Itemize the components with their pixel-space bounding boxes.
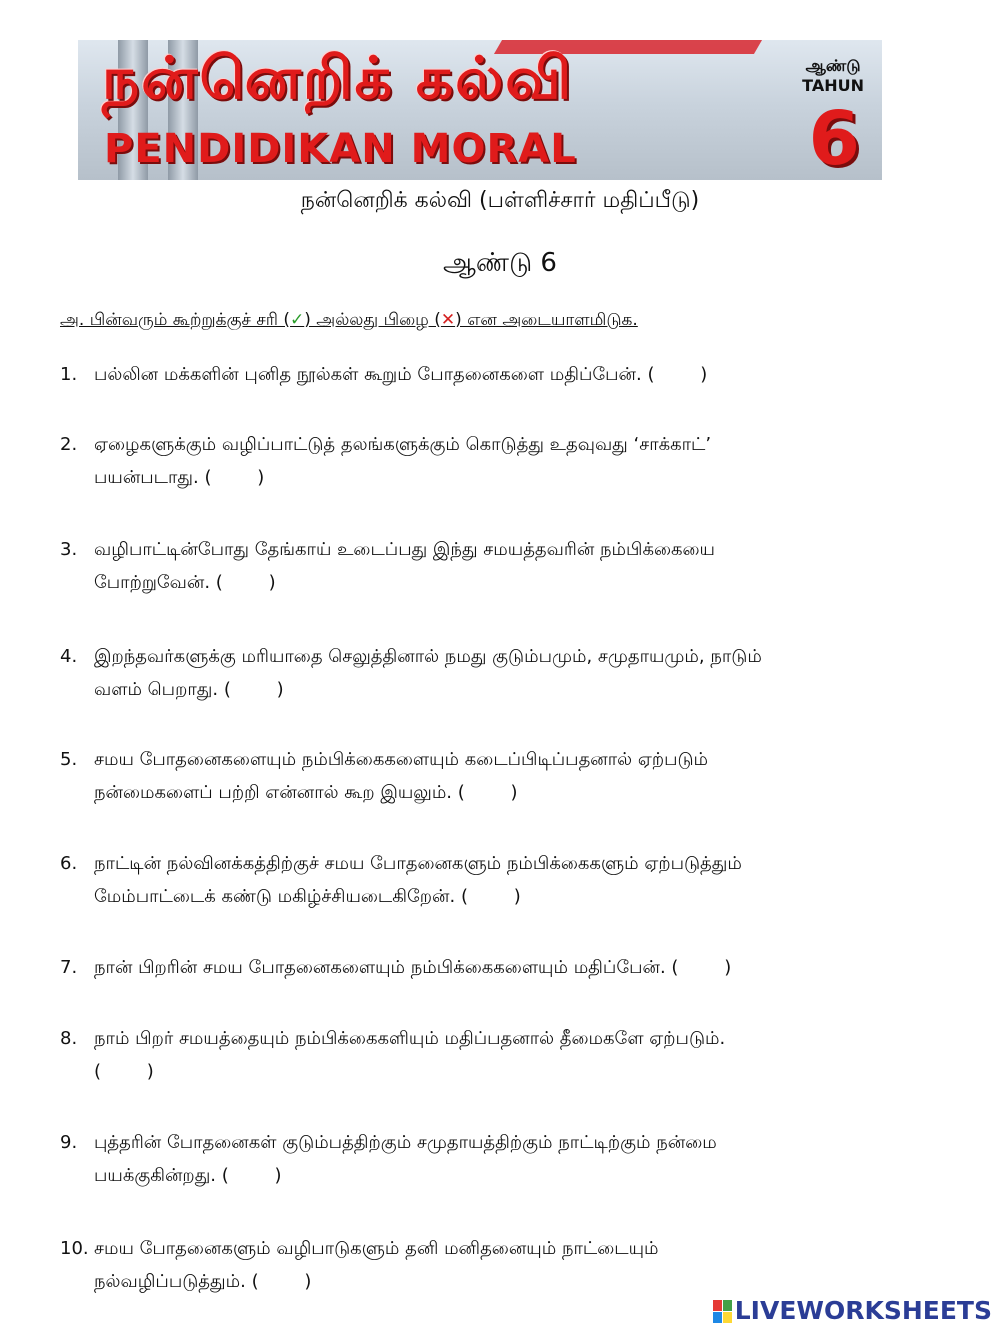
question-number: 3. bbox=[60, 539, 78, 560]
answer-blank[interactable]: ( ) bbox=[223, 679, 284, 700]
question-number: 10. bbox=[60, 1238, 89, 1259]
answer-blank[interactable]: ( ) bbox=[251, 1271, 312, 1292]
liveworksheets-watermark[interactable] bbox=[713, 1296, 992, 1325]
question-5 bbox=[60, 743, 940, 809]
instruction-prefix: அ. பின்வரும் கூற்றுக்குச் சரி ( bbox=[60, 310, 291, 330]
banner-year-label bbox=[802, 56, 864, 96]
banner-year-malay: TAHUN bbox=[802, 76, 864, 95]
question-text: இறந்தவர்களுக்கு மரியாதை செலுத்தினால் நமது குடும்பமும், சமுதாயமும், நாடும் bbox=[94, 646, 762, 667]
answer-blank[interactable]: ( ) bbox=[204, 467, 265, 488]
question-2 bbox=[60, 428, 940, 494]
question-text-cont: போற்றுவேன். bbox=[94, 572, 211, 593]
question-text-cont: மேம்பாட்டைக் கண்டு மகிழ்ச்சியடைகிறேன். bbox=[94, 886, 456, 907]
question-text-cont: நல்வழிப்படுத்தும். bbox=[94, 1271, 246, 1292]
answer-blank[interactable]: ( ) bbox=[457, 782, 518, 803]
answer-blank[interactable]: ( ) bbox=[94, 1061, 154, 1082]
banner-year-tamil: ஆண்டு bbox=[805, 56, 861, 75]
brand-name: LIVEWORKSHEETS bbox=[734, 1296, 992, 1325]
question-text: வழிபாட்டின்போது தேங்காய் உடைப்பது இந்து சமயத்தவரின் நம்பிக்கையை bbox=[94, 539, 715, 560]
question-number: 8. bbox=[60, 1028, 78, 1049]
answer-blank[interactable]: ( ) bbox=[647, 364, 708, 385]
tick-icon: ✓ bbox=[290, 310, 305, 330]
answer-blank[interactable]: ( ) bbox=[460, 886, 521, 907]
question-text: சமய போதனைகளும் வழிபாடுகளும் தனி மனிதனையும் நாட்டையும் bbox=[94, 1238, 659, 1259]
answer-blank[interactable]: ( ) bbox=[671, 957, 732, 978]
question-number: 9. bbox=[60, 1132, 78, 1153]
question-text-cont: பயன்படாது. bbox=[94, 467, 199, 488]
question-8 bbox=[60, 1022, 940, 1088]
question-text-cont: நன்மைகளைப் பற்றி என்னால் கூற இயலும். bbox=[94, 782, 453, 803]
question-4 bbox=[60, 640, 940, 706]
page-subtitle: நன்னெறிக் கல்வி (பள்ளிச்சார் மதிப்பீடு) bbox=[300, 188, 700, 213]
banner-title-tamil: நன்னெறிக் கல்வி bbox=[102, 44, 574, 112]
instruction-text bbox=[60, 310, 882, 332]
banner-title-malay: PENDIDIKAN MORAL bbox=[104, 126, 577, 172]
question-6 bbox=[60, 847, 940, 913]
question-text-cont: வளம் பெறாது. bbox=[94, 679, 219, 700]
question-number: 6. bbox=[60, 853, 78, 874]
question-text: சமய போதனைகளையும் நம்பிக்கைகளையும் கடைப்பிடிப்பதனால் ஏற்படும் bbox=[94, 749, 709, 770]
question-number: 4. bbox=[60, 646, 78, 667]
instruction-middle: ) அல்லது பிழை ( bbox=[304, 310, 441, 330]
question-text: நான் பிறரின் சமய போதனைகளையும் நம்பிக்கைகளையும் மதிப்பேன். bbox=[94, 957, 666, 978]
year-heading: ஆண்டு 6 bbox=[443, 248, 557, 278]
question-text: ஏழைகளுக்கும் வழிப்பாட்டுத் தலங்களுக்கும் கொடுத்து உதவுவது ‘சாக்காட்’ bbox=[94, 434, 712, 455]
question-text: நாம் பிறர் சமயத்தையும் நம்பிக்கைகளியும் மதிப்பதனால் தீமைகளே ஏற்படும். bbox=[94, 1028, 726, 1049]
question-1 bbox=[60, 358, 940, 391]
answer-blank[interactable]: ( ) bbox=[215, 572, 276, 593]
question-text: நாட்டின் நல்வினக்கத்திற்குச் சமய போதனைகளும் நம்பிக்கைகளும் ஏற்படுத்தும் bbox=[94, 853, 742, 874]
question-number: 2. bbox=[60, 434, 78, 455]
question-text: புத்தரின் போதனைகள் குடும்பத்திற்கும் சமுதாயத்திற்கும் நாட்டிற்கும் நன்மை bbox=[94, 1132, 717, 1153]
question-text-cont: பயக்குகின்றது. bbox=[94, 1165, 217, 1186]
answer-blank[interactable]: ( ) bbox=[221, 1165, 282, 1186]
liveworksheets-logo-icon bbox=[713, 1300, 733, 1324]
instruction-suffix: ) என அடையாளமிடுக. bbox=[455, 310, 638, 330]
question-3 bbox=[60, 533, 940, 599]
question-number: 7. bbox=[60, 957, 78, 978]
cross-icon: ✕ bbox=[440, 310, 456, 330]
question-7 bbox=[60, 951, 940, 984]
question-10 bbox=[60, 1232, 940, 1298]
header-banner bbox=[78, 40, 882, 180]
question-number: 1. bbox=[60, 364, 78, 385]
question-text: பல்லின மக்களின் புனித நூல்கள் கூறும் போதனைகளை மதிப்பேன். bbox=[94, 364, 642, 385]
question-9 bbox=[60, 1126, 940, 1192]
question-number: 5. bbox=[60, 749, 78, 770]
banner-year-number: 6 bbox=[808, 96, 860, 180]
